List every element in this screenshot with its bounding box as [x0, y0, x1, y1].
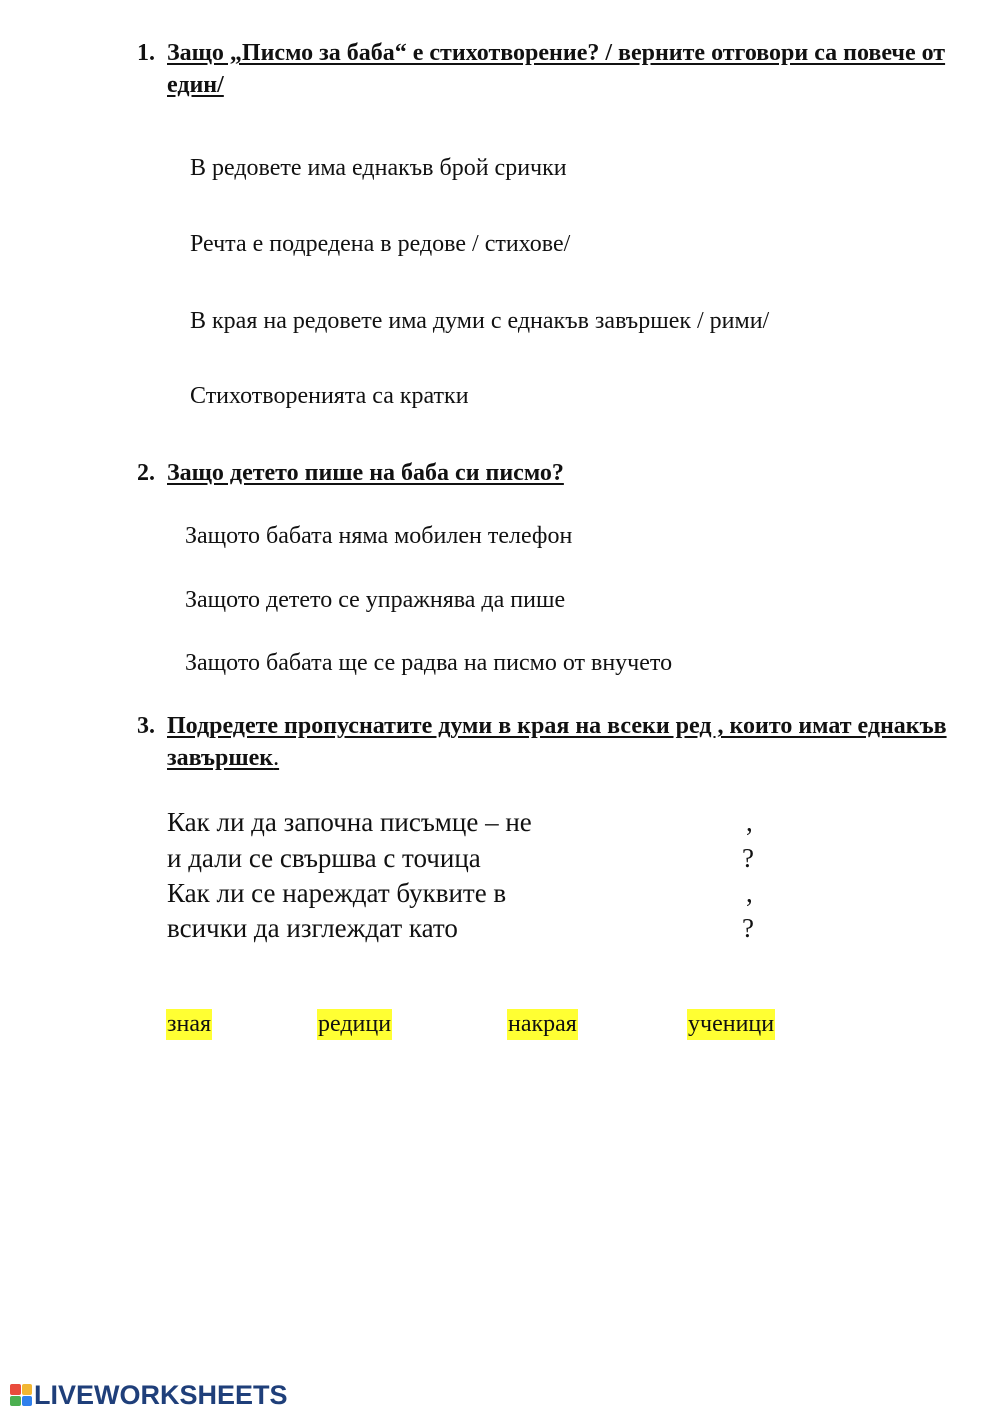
- question-3-text-tail: .: [273, 745, 280, 771]
- question-1-option-3[interactable]: В края на редовете има думи с еднакъв завършек / рими/: [190, 308, 770, 334]
- question-1-number: 1.: [137, 40, 155, 66]
- logo-cell-4: [22, 1396, 33, 1407]
- poem-line-2-blank-punct: ?: [742, 843, 754, 873]
- poem-line-4-blank-punct: ?: [742, 913, 754, 943]
- question-1-option-2[interactable]: Речта е подредена в редове / стихове/: [190, 231, 571, 257]
- brand-name: LIVEWORKSHEETS: [34, 1379, 288, 1410]
- question-1-option-1[interactable]: В редовете има еднакъв брой срички: [190, 155, 567, 181]
- logo-cell-3: [10, 1396, 21, 1407]
- logo-cell-2: [22, 1384, 33, 1395]
- question-2-text: Защо детето пише на баба си писмо?: [167, 460, 564, 486]
- liveworksheets-logo-icon: [10, 1384, 32, 1406]
- question-3-text-main: Подредете пропуснатите думи в края на всеки ред , които имат еднакъв завършек: [167, 713, 947, 771]
- question-3-text: [167, 710, 997, 774]
- question-1-option-4[interactable]: Стихотворенията са кратки: [190, 383, 469, 409]
- poem-line-1-blank-punct: ,: [746, 807, 753, 837]
- poem-line-4: всички да изглеждат като: [167, 913, 458, 943]
- footer-logo: [10, 1380, 288, 1410]
- poem-line-2: и дали се свършва с точица: [167, 843, 481, 873]
- word-bank-item-1[interactable]: зная: [166, 1009, 212, 1040]
- question-2-option-3[interactable]: Защото бабата ще се радва на писмо от внучето: [185, 650, 673, 676]
- word-bank-item-4[interactable]: ученици: [687, 1009, 775, 1040]
- question-1-text: Защо „Писмо за баба“ е стихотворение? / верните отговори са повече от един/: [167, 40, 946, 98]
- poem-line-3: Как ли се нареждат буквите в: [167, 878, 507, 908]
- question-3-number: 3.: [137, 713, 155, 739]
- poem-line-1: Как ли да започна писъмце – не: [167, 807, 532, 837]
- question-2-option-2[interactable]: Защото детето се упражнява да пише: [185, 587, 566, 613]
- question-2-number: 2.: [137, 460, 155, 486]
- word-bank-item-2[interactable]: редици: [317, 1009, 392, 1040]
- word-bank-item-3[interactable]: накрая: [507, 1009, 578, 1040]
- poem-line-3-blank-punct: ,: [746, 878, 753, 908]
- question-2-option-1[interactable]: Защото бабата няма мобилен телефон: [185, 523, 573, 549]
- logo-cell-1: [10, 1384, 21, 1395]
